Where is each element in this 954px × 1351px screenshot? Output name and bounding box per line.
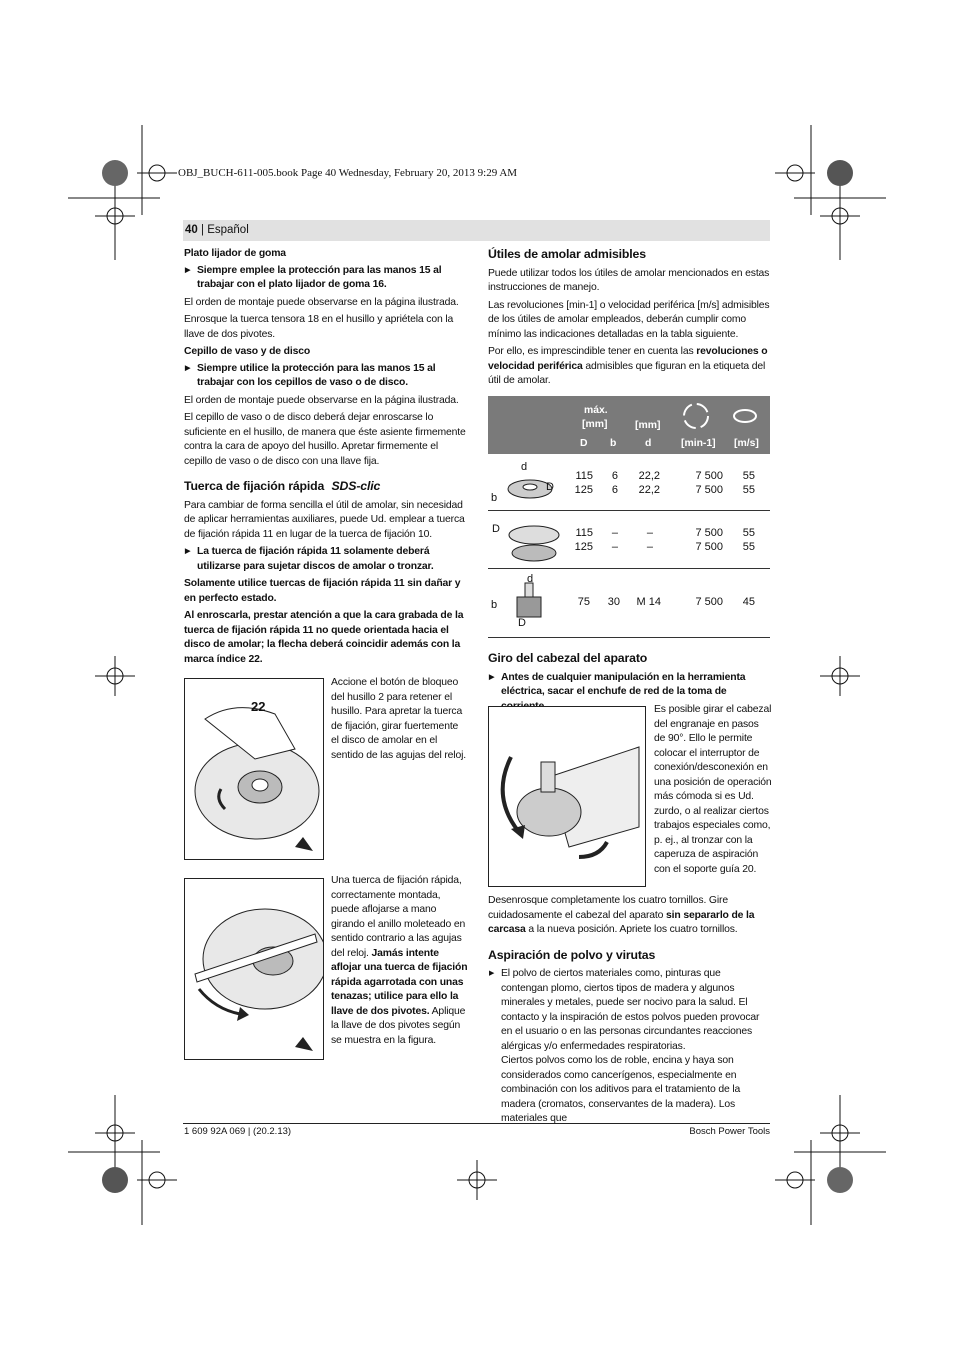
rotate-head-illustration bbox=[489, 707, 645, 886]
fig1-text: Accione el botón de bloqueo del husillo 2 para retener el husillo. Para apretar la tuerca de fijación, girar fuertemente el disco de amolar en el sentido de las agujas del reloj. bbox=[331, 677, 466, 761]
fig2-text: Una tuerca de fijación rápida, correctamente montada, puede aflojarse a mano girando el anillo moleteado en sentido contrario a las agujas del reloj. Jamás intente aflojar una tuerca de fijación rápida agarrotada con unas tenazas; utilice para ello la llave de dos pivotes. Aplique la llave de dos pivotes según se muestra en la figura. bbox=[331, 875, 468, 1046]
tuerca-bold1: Solamente utilice tuercas de fijación rápida 11 sin dañar y en perfecto estado. bbox=[184, 578, 461, 604]
page-number: 40 bbox=[185, 224, 198, 236]
utiles-p2: Las revoluciones [min-1] o velocidad periférica [m/s] admisibles de los útiles de amolar empleados, deberán cumplir como mínimo las indicaciones detalladas en la tabla siguiente. bbox=[488, 299, 770, 340]
plato-bullet: ▶ Siempre emplee la protección para las manos 15 al trabajar con el plato lijador de goma 16. bbox=[184, 264, 468, 293]
sanding-disc-icon bbox=[502, 517, 562, 563]
footer-left: 1 609 92A 069 | (20.2.13) bbox=[184, 1126, 292, 1137]
right-column-bottom bbox=[488, 894, 770, 1130]
giro-fig-text: Es posible girar el cabezal del engranaje en pasos de 90°. Ello le permite colocar el interruptor de conexión/desconexión en una posición de operación más cómoda si es Ud. zurdo, o al realizar ciertos trabajos especiales como, p. ej., al tronzar con la caperuza de aspiración con el soporte guía 20. bbox=[654, 704, 772, 875]
wrench-illustration bbox=[185, 879, 323, 1059]
utiles-p3: Por ello, es imprescindible tener en cuenta las revoluciones o velocidad periférica admisibles que figuran en la etiqueta del útil de amolar. bbox=[488, 346, 768, 386]
left-column bbox=[184, 247, 468, 670]
footer-rule bbox=[183, 1123, 770, 1124]
plato-p1: El orden de montaje puede observarse en la página ilustrada. bbox=[184, 296, 459, 308]
tuerca-p1: Para cambiar de forma sencilla el útil de amolar, sin necesidad de aplicar herramientas auxiliares, puede Ud. emplear a tuerca de fijación rápida 11 en lugar de la tuerca de fijación 10. bbox=[184, 499, 465, 540]
giro-p: Desenrosque completamente los cuatro tornillos. Gire cuidadosamente el cabezal del aparato sin separarlo de la carcasa a la nueva posición. Apriete los cuatro tornillos. bbox=[488, 895, 755, 935]
cepillo-bullet: ▶ Siempre utilice la protección para las manos 15 al trabajar con los cepillos de vaso o de disco. bbox=[184, 362, 468, 391]
figure-rotate-head bbox=[488, 706, 646, 887]
rpm-icon bbox=[678, 400, 714, 432]
speed-icon bbox=[730, 406, 760, 426]
tuerca-bullet: ▶ La tuerca de fijación rápida 11 solamente deberá utilizarse para sujetar discos de amolar o tronzar. bbox=[184, 545, 468, 574]
tools-table-header: máx. [mm] [mm] D b d [min-1] [m/s] bbox=[488, 396, 770, 454]
figure-loosen-nut bbox=[184, 878, 324, 1060]
tuerca-bold2: Al enroscarla, prestar atención a que la cara grabada de la tuerca de fijación rápida 11 no quede orientada hacia el disco de amolar; la flecha deberá coincidir además con la marca índice 22. bbox=[184, 610, 464, 665]
page-header: 40 | Español bbox=[183, 220, 770, 241]
table-row: D 115 – – 7 500 55 125 – – 7 500 55 bbox=[488, 511, 770, 569]
right-column-top bbox=[488, 247, 770, 392]
section-name: Español bbox=[207, 224, 249, 236]
giro-bullet: ▶ Antes de cualquier manipulación en la herramienta eléctrica, sacar el enchufe de red de la toma de bbox=[488, 671, 770, 715]
cepillo-p1: El orden de montaje puede observarse en la página ilustrada. bbox=[184, 394, 459, 406]
asp-bullet: ▶ El polvo de ciertos materiales como, pinturas que contengan plomo, ciertos tipos de madera y algunos minerales y metales, puede ser nocivo para la salud. El contacto y la inspiración de estos polvos pueden provocar en el usuario o en las personas circundantes reacciones alérgicas y/o enfermedades respiratorias. Ciertos polvos como los de roble, encina y haya son considerados como cancerígenos, especialmente en combinación con los aditivos para el tratamiento de la madera (cromatos, conservantes de la madera). Los materiales que bbox=[488, 967, 770, 1127]
figure-tighten-nut bbox=[184, 678, 324, 860]
plato-title: Plato lijador de goma bbox=[184, 248, 286, 259]
sds-clic-logo: SDS-clic bbox=[331, 479, 381, 493]
plato-p2: Enrosque la tuerca tensora 18 en el husillo y apriétela con la llave de dos pivotes. bbox=[184, 314, 454, 340]
giro-title: Giro del cabezal del aparato bbox=[488, 651, 648, 665]
cepillo-p2: El cepillo de vaso o de disco deberá dejar enroscarse lo suficiente en el husillo, de manera que éste asiente firmemente contra la cara de apoyo del husillo. Apretar firmemente el cepillo de vaso o de disco con una llave fija. bbox=[184, 412, 466, 467]
utiles-title: Útiles de amolar admisibles bbox=[488, 247, 646, 261]
utiles-p1: Puede utilizar todos los útiles de amolar mencionados en estas instrucciones de manejo. bbox=[488, 267, 770, 293]
table-row: d b D 75 30 M 14 7 500 45 bbox=[488, 569, 770, 638]
print-info: OBJ_BUCH-611-005.book Page 40 Wednesday, February 20, 2013 9:29 AM bbox=[178, 167, 518, 179]
tuerca-title: Tuerca de fijación rápida SDS-clic bbox=[184, 479, 381, 493]
table-row: d b D 115 6 22,2 7 500 55 125 6 22,2 7 500 55 bbox=[488, 455, 770, 511]
asp-title: Aspiración de polvo y virutas bbox=[488, 947, 656, 962]
footer-right: Bosch Power Tools bbox=[689, 1126, 770, 1137]
index-mark-label: 22 bbox=[251, 699, 266, 714]
cepillo-title: Cepillo de vaso y de disco bbox=[184, 346, 311, 357]
